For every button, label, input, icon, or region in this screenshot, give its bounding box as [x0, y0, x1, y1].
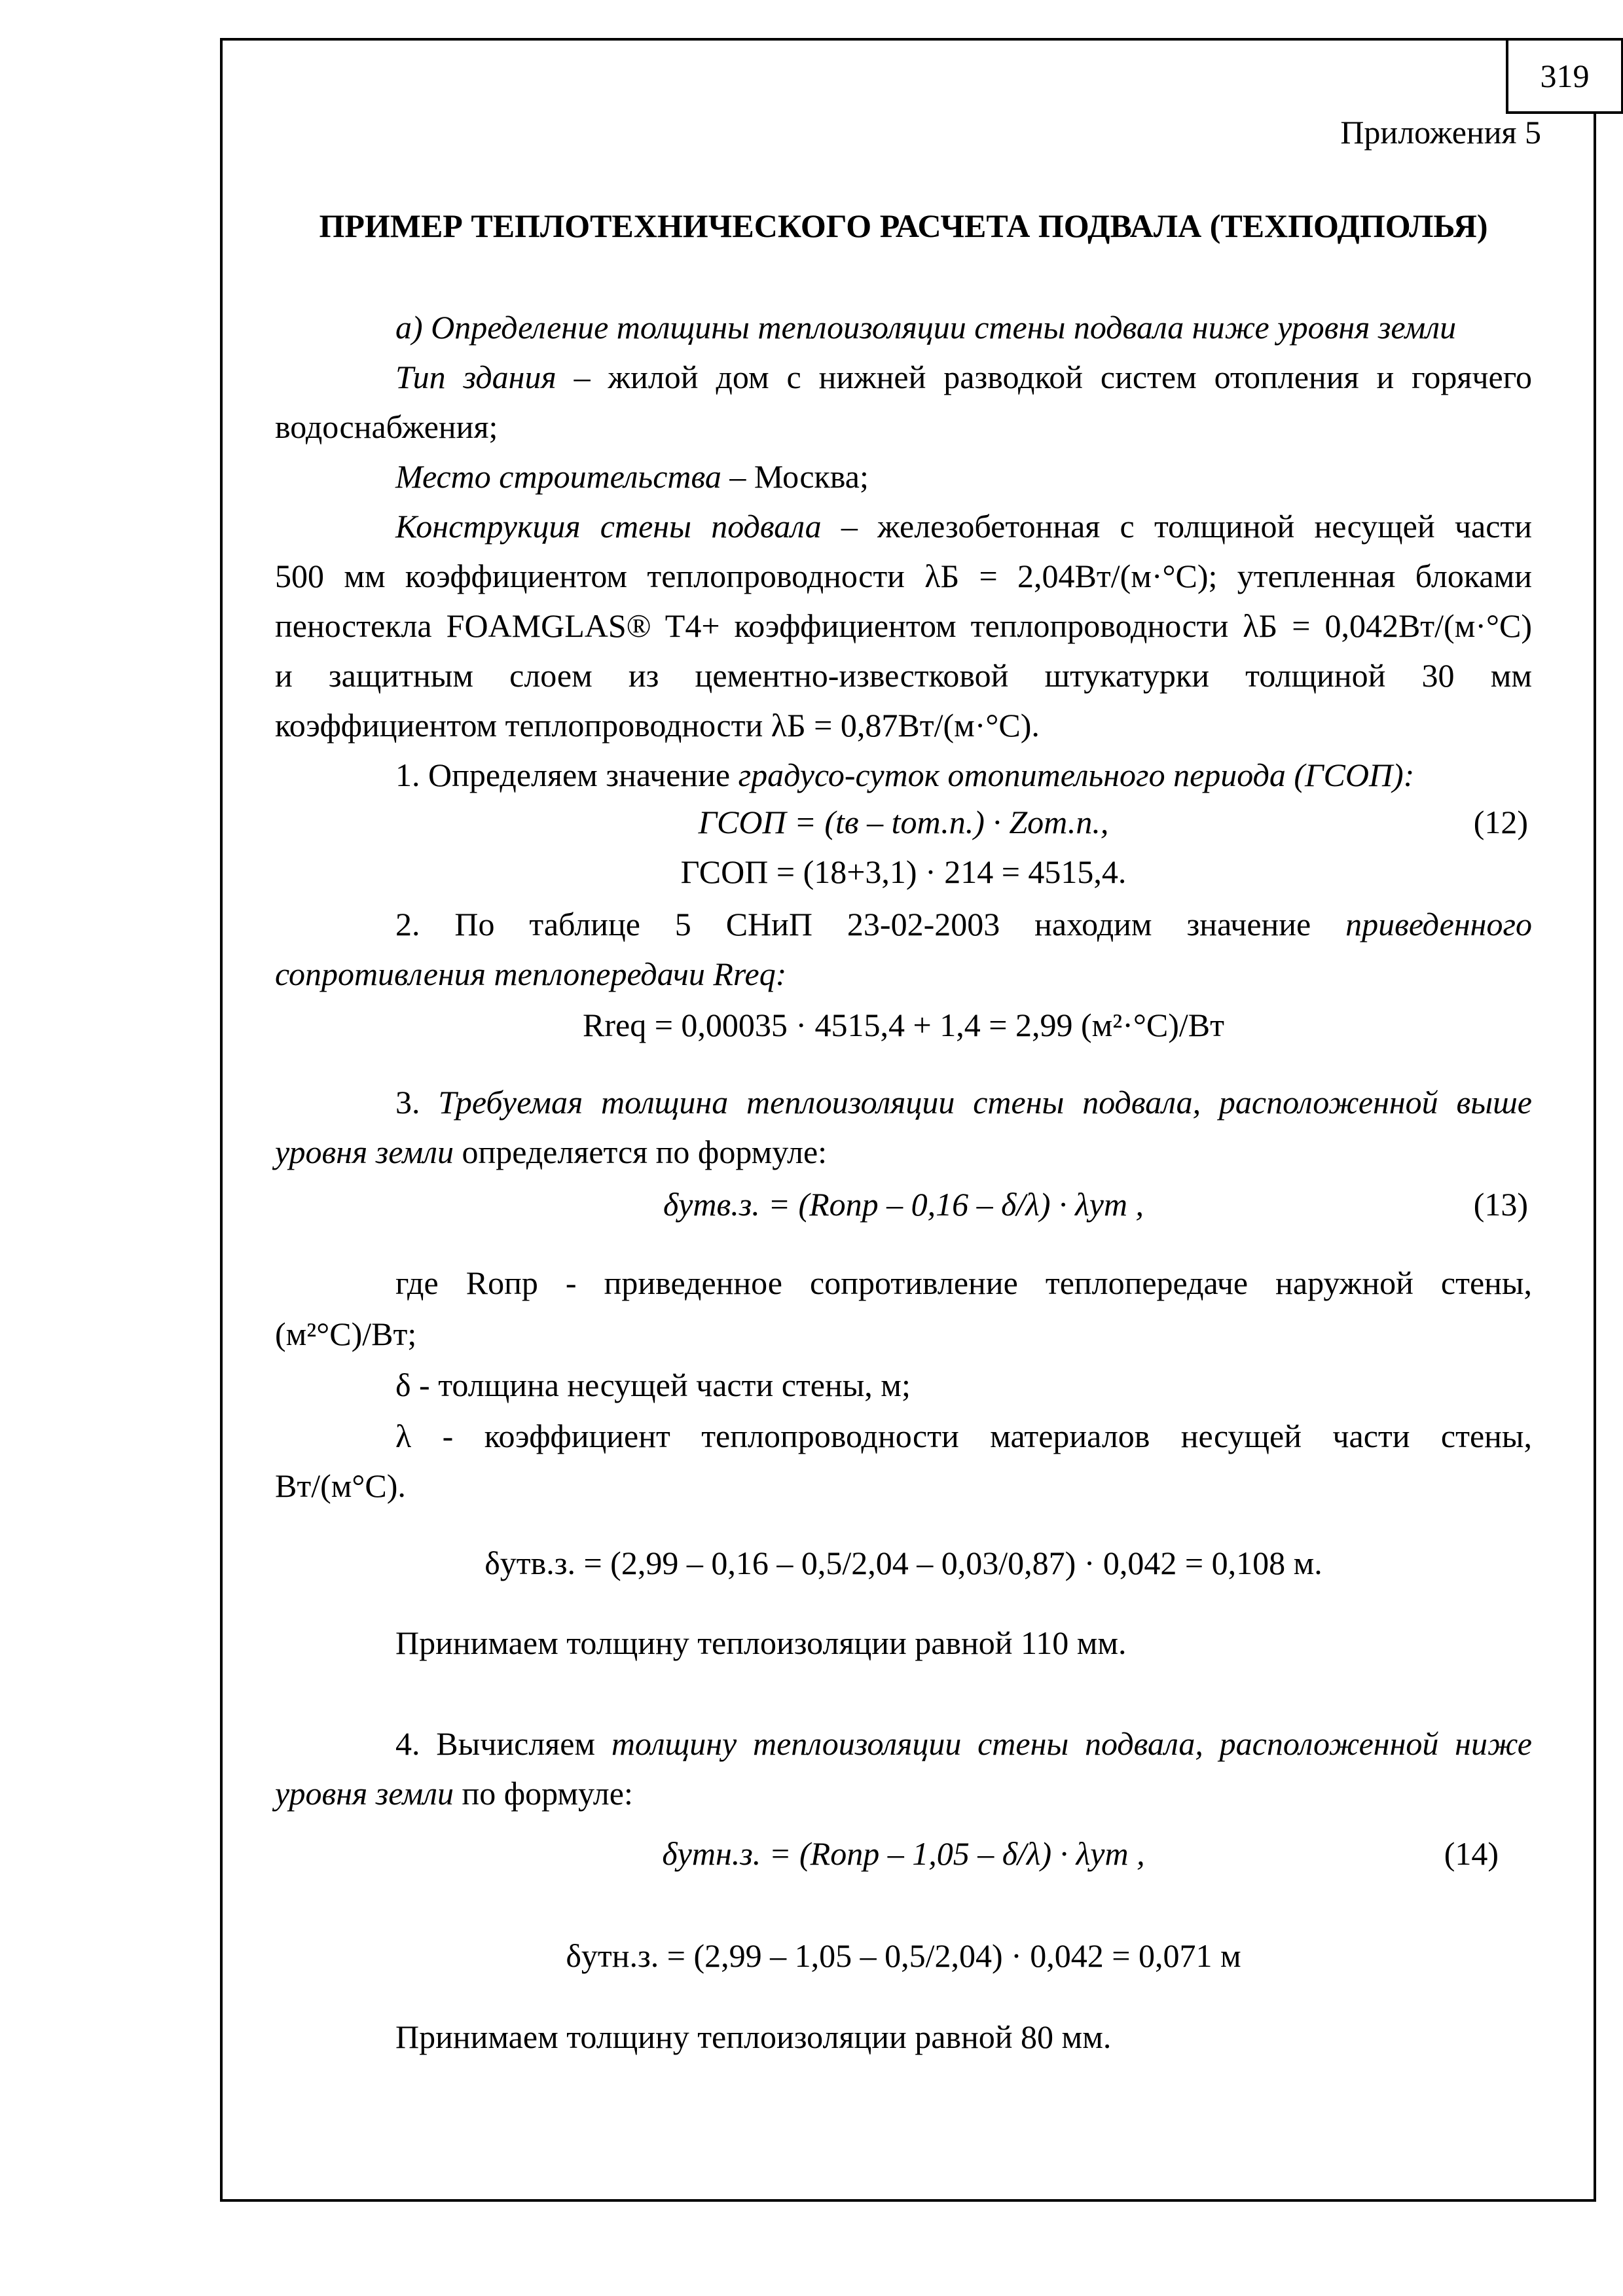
construction-line2: 500 мм коэффициентом теплопроводности λБ = 2,04Вт/(м·°С); утепленная блоками	[275, 558, 1532, 594]
step3-accept: Принимаем толщину теплоизоляции равной 110 мм.	[395, 1624, 1127, 1661]
eq-number-12: (12)	[1473, 804, 1528, 840]
lambda-definition-line1: λ - коэффициент теплопроводности материалов несущей части стены,	[395, 1418, 1532, 1454]
appendix-label: Приложения 5	[1340, 114, 1541, 151]
formula-gsop: ГСОП = (tв – tот.п.) · Zот.п.,	[698, 804, 1109, 840]
page-title: ПРИМЕР ТЕПЛОТЕХНИЧЕСКОГО РАСЧЕТА ПОДВАЛА (ТЕХПОДПОЛЬЯ)	[319, 207, 1488, 244]
building-type-line1: Тип здания – жилой дом с нижней разводкой систем отопления и горячего	[395, 359, 1532, 395]
where-line1: где Rопр - приведенное сопротивление теплопередаче наружной стены,	[395, 1265, 1532, 1301]
step3-line2: уровня земли определяется по формуле:	[275, 1134, 828, 1170]
formula-13-calc: δутв.з. = (2,99 – 0,16 – 0,5/2,04 – 0,03/0,87) · 0,042 = 0,108 м.	[484, 1545, 1322, 1581]
step2-line2: сопротивления теплопередачи Rreq:	[275, 956, 787, 992]
step1-line: 1. Определяем значение градусо-суток отопительного периода (ГСОП):	[395, 757, 1415, 793]
delta-definition: δ - толщина несущей части стены, м;	[395, 1367, 911, 1403]
formula-14-calc: δутн.з. = (2,99 – 1,05 – 0,5/2,04) · 0,042 = 0,071 м	[566, 1937, 1241, 1974]
construction-line4: и защитным слоем из цементно-известковой штукатурки толщиной 30 мм	[275, 657, 1532, 694]
page-number: 319	[1506, 38, 1623, 114]
construction-line3: пеностекла FOAMGLAS® T4+ коэффициентом теплопроводности λБ = 0,042Вт/(м·°С)	[275, 607, 1532, 644]
step4-line2: уровня земли по формуле:	[275, 1775, 633, 1812]
formula-13: δутв.з. = (Rопр – 0,16 – δ/λ) · λут ,	[663, 1186, 1144, 1223]
eq-number-13: (13)	[1473, 1186, 1528, 1223]
formula-14: δутн.з. = (Rопр – 1,05 – δ/λ) · λут ,	[662, 1835, 1145, 1872]
site-line: Место строительства – Москва;	[395, 458, 869, 495]
formula-gsop-calc: ГСОП = (18+3,1) · 214 = 4515,4.	[680, 853, 1127, 890]
step2-line1: 2. По таблице 5 СНиП 23-02-2003 находим значение приведенного	[395, 906, 1532, 942]
step3-line1: 3. Требуемая толщина теплоизоляции стены подвала, расположенной выше	[395, 1084, 1533, 1121]
step4-line1: 4. Вычисляем толщину теплоизоляции стены подвала, расположенной ниже	[395, 1725, 1533, 1762]
lambda-definition-line2: Вт/(м°С).	[275, 1467, 406, 1504]
formula-rreq: Rreq = 0,00035 · 4515,4 + 1,4 = 2,99 (м²·°С)/Вт	[583, 1007, 1224, 1043]
construction-line1: Конструкция стены подвала – железобетонная с толщиной несущей части	[395, 508, 1533, 545]
section-heading: а) Определение толщины теплоизоляции стены подвала ниже уровня земли	[395, 309, 1457, 346]
where-line2: (м²°С)/Вт;	[275, 1316, 417, 1352]
building-type-line2: водоснабжения;	[275, 408, 498, 445]
building-type-label: Тип здания	[395, 359, 556, 395]
step4-accept: Принимаем толщину теплоизоляции равной 80 мм.	[395, 2018, 1112, 2055]
construction-line5: коэффициентом теплопроводности λБ = 0,87Вт/(м·°С).	[275, 707, 1040, 744]
eq-number-14: (14)	[1444, 1835, 1499, 1872]
